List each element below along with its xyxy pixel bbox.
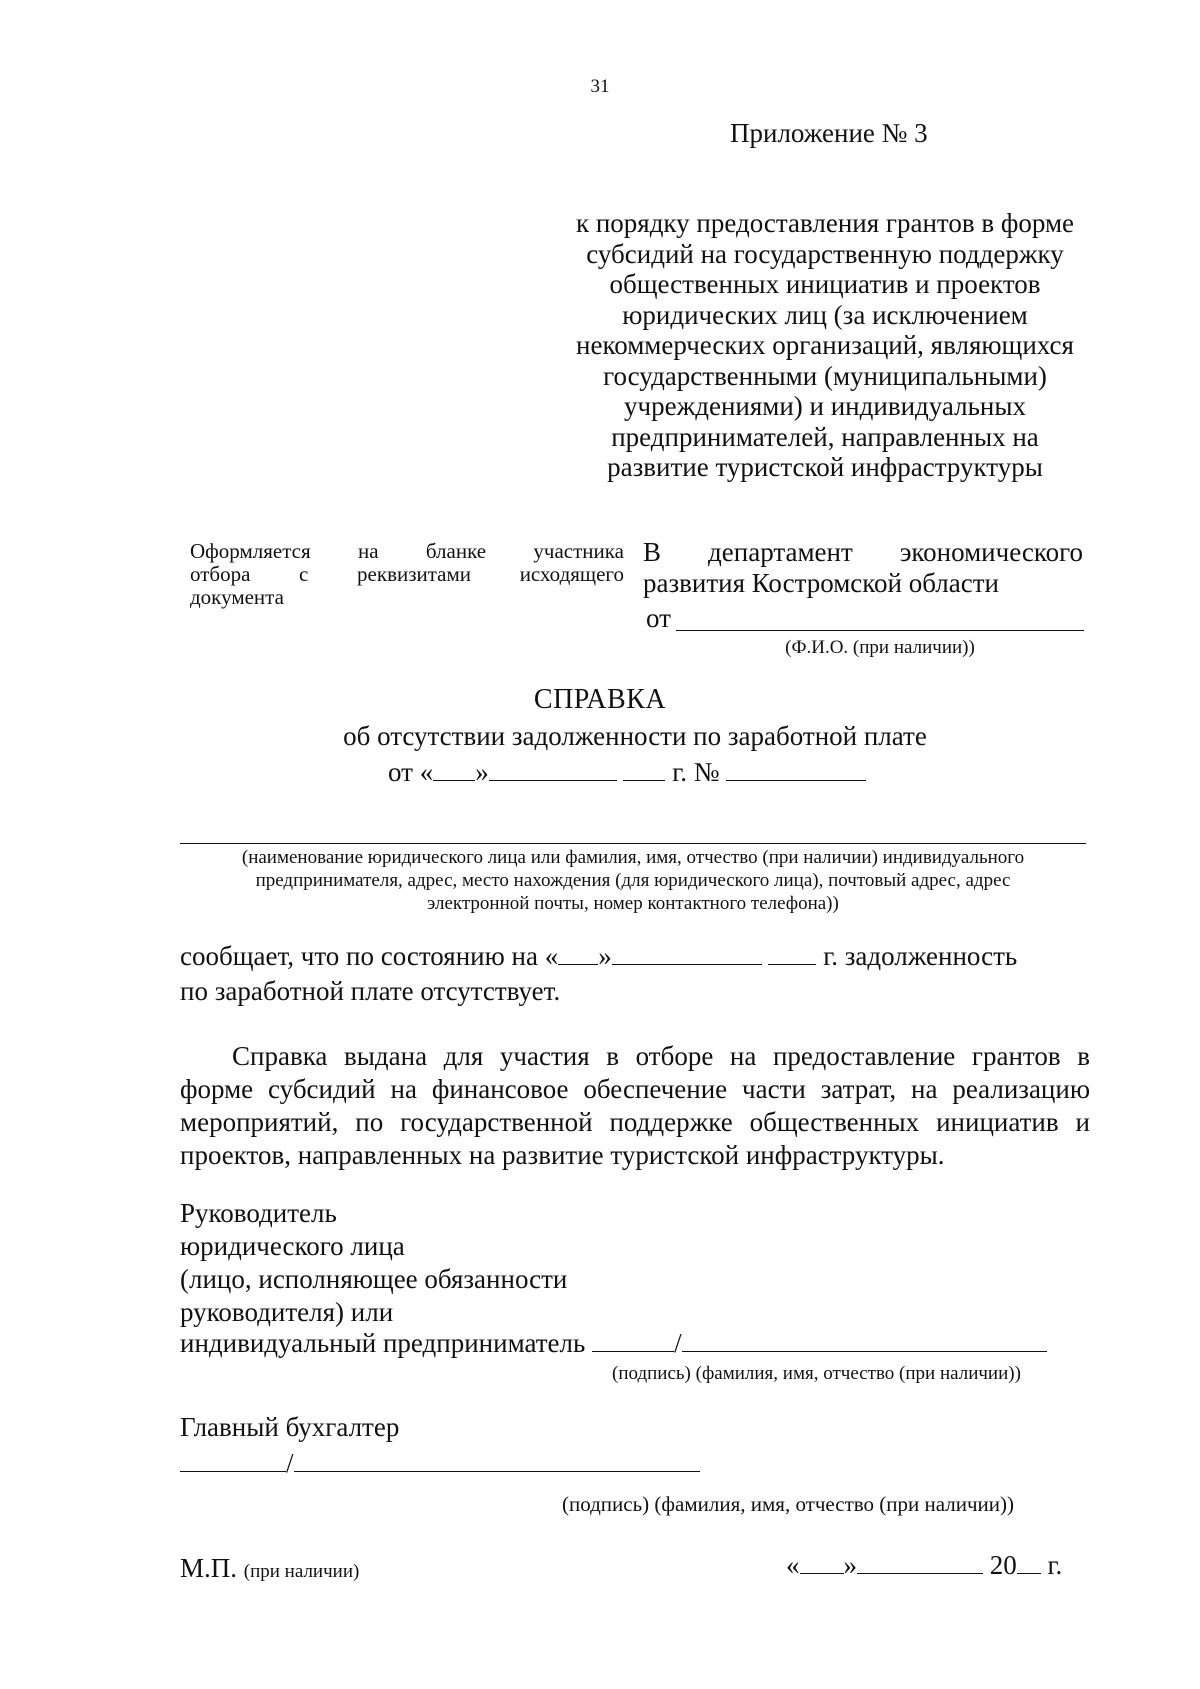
blank-note-line: документа <box>190 585 284 609</box>
head-line: Руководитель <box>180 1198 337 1228</box>
statement-close-quote: » <box>598 941 612 971</box>
signing-month-field[interactable] <box>857 1549 983 1574</box>
purpose-line: мероприятий, по государственной поддержке общественных инициатив и <box>180 1107 1090 1137</box>
head-slash: / <box>674 1328 682 1358</box>
date-open-quote: от « <box>388 757 434 787</box>
from-name-caption: (Ф.И.О. (при наличии)) <box>785 637 975 658</box>
accountant-slash: / <box>286 1448 294 1478</box>
date-year-suffix: г. <box>1047 1550 1063 1580</box>
appendix-line: юридических лиц (за исключением <box>622 299 1028 330</box>
head-signature-line <box>180 1327 1047 1360</box>
statement-text-end: г. задолженность <box>823 941 1018 971</box>
signing-day-field[interactable] <box>800 1549 844 1574</box>
certificate-number-field[interactable] <box>726 756 866 781</box>
date-close: » <box>843 1550 857 1580</box>
head-line: (лицо, исполняющее обязанности <box>180 1264 568 1294</box>
appendix-line: некоммерческих организаций, являющихся <box>576 330 1074 360</box>
day-field[interactable] <box>433 756 475 781</box>
head-last-line: индивидуальный предприниматель <box>180 1328 586 1358</box>
year-number-label: г. № <box>672 757 720 787</box>
statement-month-field[interactable] <box>612 940 762 965</box>
head-caption: (подпись) (фамилия, имя, отчество (при наличии)) <box>612 1363 1021 1384</box>
certificate-title: СПРАВКА <box>533 684 667 715</box>
date-open: « <box>786 1550 800 1580</box>
accountant-name-field[interactable] <box>294 1447 700 1472</box>
head-line: руководителя) или <box>180 1297 394 1327</box>
purpose-paragraph <box>180 1040 1090 1172</box>
signing-date-line <box>786 1549 1062 1582</box>
statement-line <box>180 940 1090 973</box>
accountant-label: Главный бухгалтер <box>180 1412 400 1442</box>
head-signature-field[interactable] <box>592 1327 674 1352</box>
appendix-line: субсидий на государственную поддержку <box>586 238 1064 269</box>
appendix-line: развитие туристской инфраструктуры <box>607 452 1043 482</box>
head-block <box>180 1197 567 1329</box>
addressee-line: В департамент экономического <box>643 537 1083 567</box>
statement-line-2: по заработной плате отсутствует. <box>180 976 561 1006</box>
blank-note-line: отбора с реквизитами исходящего <box>190 562 624 586</box>
applicant-caption-line: (наименование юридического лица или фамилия, имя, отчество (при наличии) индивидуального <box>241 847 1025 868</box>
addressee <box>643 537 1083 599</box>
applicant-caption <box>180 846 1086 915</box>
addressee-from-label: от <box>646 603 671 633</box>
appendix-line: учреждениями) и индивидуальных <box>624 391 1026 421</box>
date-year-prefix: 20 <box>989 1550 1017 1580</box>
statement-text: сообщает, что по состоянию на « <box>180 941 559 971</box>
addressee-line: развития Костромской области <box>643 568 999 598</box>
head-name-field[interactable] <box>682 1327 1047 1352</box>
blank-note-line: Оформляется на бланке участника <box>190 539 624 563</box>
date-close-quote: » <box>475 757 489 787</box>
certificate-subtitle: об отсутствии задолженности по заработной плате <box>343 721 927 751</box>
stamp-note: (при наличии) <box>243 1561 360 1582</box>
from-name-field[interactable] <box>676 630 1084 631</box>
applicant-field[interactable] <box>180 843 1086 844</box>
purpose-line: форме субсидий на финансовое обеспечение части затрат, на реализацию <box>180 1074 1090 1104</box>
accountant-signature-line <box>180 1447 700 1480</box>
purpose-line: Справка выдана для участия в отборе на предоставление грантов в <box>232 1041 1090 1071</box>
applicant-caption-line: предпринимателя, адрес, место нахождения (для юридического лица), почтовый адрес, адрес <box>255 870 1011 891</box>
page-number: 31 <box>590 76 610 97</box>
signing-year-field[interactable] <box>1017 1549 1041 1574</box>
statement-day-field[interactable] <box>558 940 598 965</box>
applicant-caption-line: электронной почты, номер контактного телефона)) <box>427 893 839 914</box>
accountant-caption: (подпись) (фамилия, имя, отчество (при наличии)) <box>562 1492 1014 1516</box>
head-line: юридического лица <box>180 1231 405 1261</box>
appendix-line: к порядку предоставления грантов в форме <box>575 208 1075 238</box>
appendix-title: Приложение № 3 <box>730 118 928 148</box>
purpose-line: проектов, направленных на развитие туристской инфраструктуры. <box>180 1140 945 1170</box>
month-field[interactable] <box>489 756 617 781</box>
statement-year-field[interactable] <box>768 940 816 965</box>
year-field[interactable] <box>623 756 665 781</box>
appendix-line: общественных инициатив и проектов <box>609 269 1041 299</box>
stamp-label: М.П. <box>180 1553 238 1583</box>
appendix-line: предпринимателей, направленных на <box>611 421 1039 452</box>
accountant-signature-field[interactable] <box>180 1447 286 1472</box>
blank-note <box>190 540 624 609</box>
appendix-line: государственными (муниципальными) <box>603 360 1047 391</box>
stamp-line <box>180 1552 359 1585</box>
appendix-description <box>555 208 1095 483</box>
certificate-date-line <box>388 756 866 789</box>
